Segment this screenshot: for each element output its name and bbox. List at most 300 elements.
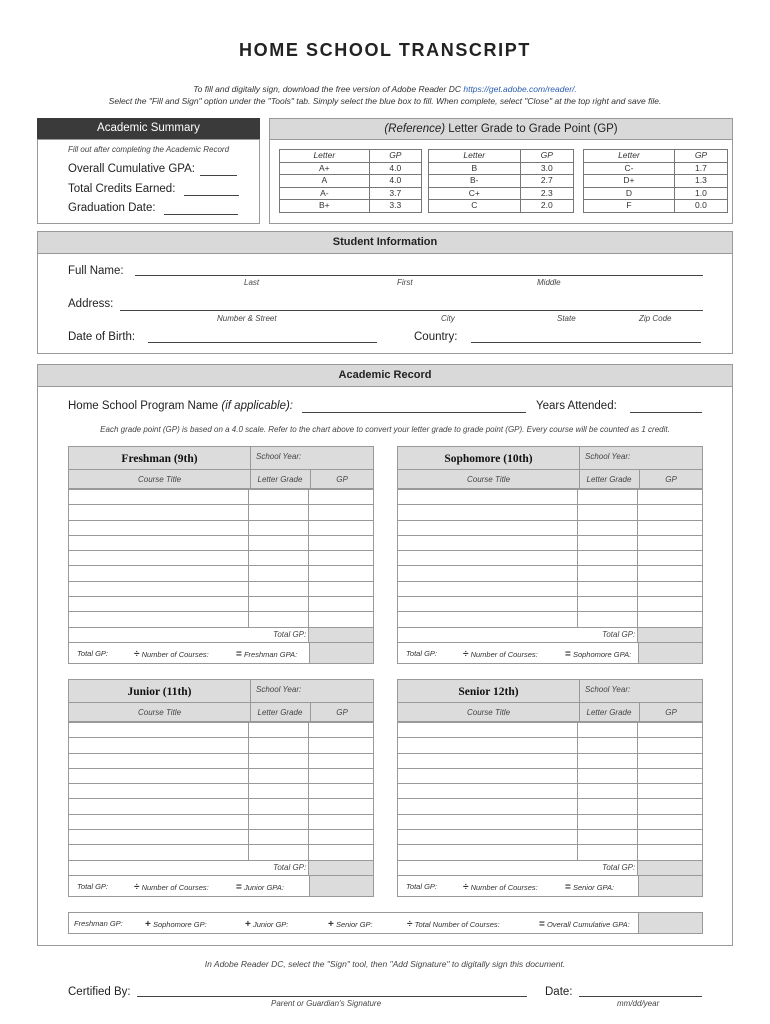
letter-grade-cell[interactable] bbox=[578, 535, 638, 550]
senior-summary-row bbox=[397, 875, 703, 897]
country-field[interactable] bbox=[471, 342, 701, 343]
state-caption: State bbox=[557, 314, 576, 323]
gp-cell[interactable] bbox=[638, 490, 703, 505]
course-title-cell[interactable] bbox=[398, 535, 578, 550]
gp-cell[interactable] bbox=[638, 845, 703, 860]
freshman-gp-label: Freshman GP: bbox=[74, 919, 123, 928]
course-row bbox=[398, 597, 703, 612]
gp-cell[interactable] bbox=[309, 535, 374, 550]
letter-grade-cell[interactable] bbox=[249, 738, 309, 753]
grade-point-cell: 3.3 bbox=[369, 200, 421, 213]
course-title-cell[interactable] bbox=[398, 799, 578, 814]
divide-icon: ÷ bbox=[134, 882, 140, 893]
course-title-cell[interactable] bbox=[69, 490, 249, 505]
letter-grade-cell[interactable] bbox=[578, 566, 638, 581]
junior-title: Junior (11th) bbox=[127, 686, 192, 698]
grade-row bbox=[280, 175, 422, 188]
gp-cell[interactable] bbox=[309, 768, 374, 783]
letter-grade-cell: C bbox=[429, 200, 521, 213]
gp-col-header: GP bbox=[520, 150, 573, 163]
gp-cell[interactable] bbox=[309, 814, 374, 829]
total-gp-label: Total GP: bbox=[578, 627, 638, 642]
course-row bbox=[398, 581, 703, 596]
letter-grade-cell: B- bbox=[429, 175, 521, 188]
sophomore-title: Sophomore (10th) bbox=[444, 453, 533, 465]
plus-icon: + bbox=[328, 919, 334, 930]
certified-by-label: Certified By: bbox=[68, 986, 131, 998]
course-row bbox=[398, 490, 703, 505]
divide-icon: ÷ bbox=[463, 882, 469, 893]
gp-cell[interactable] bbox=[309, 845, 374, 860]
summary-num-courses: ÷ Number of Courses: bbox=[134, 882, 209, 893]
overall-gpa-calc-label: = Overall Cumulative GPA: bbox=[539, 919, 630, 930]
gp-cell[interactable] bbox=[638, 768, 703, 783]
course-title-cell[interactable] bbox=[69, 814, 249, 829]
letter-col-header: Letter bbox=[584, 150, 675, 163]
course-title-cell[interactable] bbox=[69, 566, 249, 581]
grade-table-2 bbox=[428, 149, 574, 213]
academic-summary-note: Fill out after completing the Academic Record bbox=[67, 145, 230, 154]
course-row bbox=[398, 799, 703, 814]
letter-grade-cell[interactable] bbox=[249, 505, 309, 520]
course-title-cell[interactable] bbox=[69, 768, 249, 783]
letter-grade-cell[interactable] bbox=[249, 520, 309, 535]
overall-gpa-field[interactable] bbox=[200, 175, 237, 176]
course-title-cell[interactable] bbox=[398, 814, 578, 829]
total-gp-label: Total GP: bbox=[249, 860, 309, 875]
course-row bbox=[69, 768, 374, 783]
date-caption: mm/dd/year bbox=[617, 999, 660, 1008]
course-title-header: Course Title bbox=[137, 708, 182, 717]
letter-grade-cell: A bbox=[280, 175, 370, 188]
academic-record-section bbox=[37, 364, 733, 946]
course-row bbox=[69, 535, 374, 550]
total-gp-label: Total GP: bbox=[249, 627, 309, 642]
gp-cell[interactable] bbox=[638, 814, 703, 829]
summary-num-courses: ÷ Number of Courses: bbox=[134, 649, 209, 660]
total-gp-field[interactable] bbox=[638, 860, 703, 875]
zip-caption: Zip Code bbox=[639, 314, 672, 323]
total-gp-row bbox=[69, 627, 374, 642]
course-title-cell[interactable] bbox=[398, 612, 578, 627]
summary-gpa: = Junior GPA: bbox=[236, 882, 284, 893]
course-title-cell[interactable] bbox=[398, 520, 578, 535]
program-name-label bbox=[68, 400, 293, 412]
course-title-cell[interactable] bbox=[398, 566, 578, 581]
letter-grade-cell[interactable] bbox=[249, 490, 309, 505]
gp-cell[interactable] bbox=[309, 799, 374, 814]
gp-header: GP bbox=[336, 708, 348, 717]
senior-gpa-field[interactable] bbox=[638, 876, 702, 896]
letter-grade-cell: A- bbox=[280, 187, 370, 200]
summary-gpa: = Sophomore GPA: bbox=[565, 649, 632, 660]
course-title-cell[interactable] bbox=[398, 738, 578, 753]
grade-point-cell: 1.0 bbox=[674, 187, 727, 200]
course-row bbox=[69, 597, 374, 612]
total-gp-label: Total GP: bbox=[578, 860, 638, 875]
course-row bbox=[69, 845, 374, 860]
course-title-cell[interactable] bbox=[69, 535, 249, 550]
junior-school-year-label: School Year: bbox=[256, 685, 302, 694]
sophomore-gpa-field[interactable] bbox=[638, 643, 702, 663]
total-gp-row bbox=[398, 860, 703, 875]
address-field[interactable] bbox=[120, 310, 703, 311]
letter-grade-cell[interactable] bbox=[249, 784, 309, 799]
letter-grade-cell[interactable] bbox=[578, 612, 638, 627]
graduation-date-label: Graduation Date: bbox=[68, 202, 156, 214]
course-title-header: Course Title bbox=[137, 475, 182, 484]
letter-grade-cell[interactable] bbox=[249, 723, 309, 738]
summary-total-gp-label: Total GP: bbox=[406, 649, 437, 658]
signature-caption: Parent or Guardian's Signature bbox=[271, 999, 382, 1008]
address-label: Address: bbox=[68, 298, 114, 310]
letter-grade-cell[interactable] bbox=[578, 784, 638, 799]
first-name-caption: First bbox=[397, 278, 413, 287]
summary-total-gp-label: Total GP: bbox=[406, 882, 437, 891]
grade-point-cell: 1.7 bbox=[674, 162, 727, 175]
full-name-label: Full Name: bbox=[68, 265, 124, 277]
full-name-field[interactable] bbox=[135, 275, 703, 276]
letter-grade-cell[interactable] bbox=[578, 505, 638, 520]
course-row bbox=[69, 814, 374, 829]
letter-grade-cell[interactable] bbox=[249, 535, 309, 550]
plus-icon: + bbox=[245, 919, 251, 930]
grade-row bbox=[584, 162, 728, 175]
course-title-cell[interactable] bbox=[69, 738, 249, 753]
course-row bbox=[398, 723, 703, 738]
course-title-cell[interactable] bbox=[398, 753, 578, 768]
grade-table-3 bbox=[583, 149, 728, 213]
program-label-text: Home School Program Name bbox=[68, 400, 222, 412]
freshman-school-year-label: School Year: bbox=[256, 452, 302, 461]
letter-grade-cell[interactable] bbox=[249, 566, 309, 581]
letter-grade-cell[interactable] bbox=[578, 520, 638, 535]
grade-point-cell: 4.0 bbox=[369, 175, 421, 188]
course-title-cell[interactable] bbox=[398, 845, 578, 860]
signature-field[interactable] bbox=[137, 996, 527, 997]
dob-field[interactable] bbox=[148, 342, 377, 343]
total-credits-field[interactable] bbox=[184, 195, 239, 196]
overall-gpa-label: Overall Cumulative GPA: bbox=[68, 163, 195, 175]
course-row bbox=[398, 753, 703, 768]
gp-cell[interactable] bbox=[638, 581, 703, 596]
course-title-cell[interactable] bbox=[69, 520, 249, 535]
gp-cell[interactable] bbox=[309, 830, 374, 845]
course-row bbox=[69, 490, 374, 505]
plus-icon: + bbox=[145, 919, 151, 930]
senior-block bbox=[397, 679, 703, 899]
senior-school-year-label: School Year: bbox=[585, 685, 631, 694]
course-row bbox=[69, 799, 374, 814]
letter-grade-cell: F bbox=[584, 200, 675, 213]
sophomore-summary-row bbox=[397, 642, 703, 664]
grade-point-cell: 3.0 bbox=[520, 162, 573, 175]
student-info-header: Student Information bbox=[38, 232, 732, 254]
program-name-field[interactable] bbox=[302, 412, 526, 413]
letter-grade-cell[interactable] bbox=[578, 597, 638, 612]
gp-cell[interactable] bbox=[309, 505, 374, 520]
reference-title: Letter Grade to Grade Point (GP) bbox=[445, 123, 618, 135]
total-gp-field[interactable] bbox=[638, 627, 703, 642]
gp-cell[interactable] bbox=[309, 738, 374, 753]
junior-course-table bbox=[68, 722, 374, 876]
course-row bbox=[398, 520, 703, 535]
letter-grade-header: Letter Grade bbox=[257, 708, 303, 717]
letter-grade-cell: A+ bbox=[280, 162, 370, 175]
gp-cell[interactable] bbox=[638, 723, 703, 738]
letter-grade-cell: D bbox=[584, 187, 675, 200]
course-row bbox=[398, 505, 703, 520]
course-title-header: Course Title bbox=[466, 708, 511, 717]
course-row bbox=[69, 753, 374, 768]
gp-cell[interactable] bbox=[638, 505, 703, 520]
freshman-summary-row bbox=[68, 642, 374, 664]
reference-prefix: (Reference) bbox=[384, 123, 446, 135]
summary-num-courses: ÷ Number of Courses: bbox=[463, 649, 538, 660]
gp-scale-note: Each grade point (GP) is based on a 4.0 scale. Refer to the chart above to convert your letter grade to grade point (GP). Every course will be counted as 1 credit. bbox=[100, 425, 670, 434]
letter-grade-cell: C+ bbox=[429, 187, 521, 200]
course-title-cell[interactable] bbox=[69, 830, 249, 845]
senior-course-table bbox=[397, 722, 703, 876]
gp-header: GP bbox=[336, 475, 348, 484]
letter-grade-cell[interactable] bbox=[578, 551, 638, 566]
freshman-title: Freshman (9th) bbox=[121, 453, 198, 465]
summary-gpa: = Senior GPA: bbox=[565, 882, 615, 893]
gp-cell[interactable] bbox=[309, 784, 374, 799]
student-info-section bbox=[37, 231, 733, 354]
graduation-date-field[interactable] bbox=[164, 214, 238, 215]
course-title-cell[interactable] bbox=[69, 753, 249, 768]
letter-grade-cell[interactable] bbox=[578, 581, 638, 596]
course-title-cell[interactable] bbox=[398, 505, 578, 520]
years-attended-field[interactable] bbox=[630, 412, 702, 413]
summary-total-gp-label: Total GP: bbox=[77, 882, 108, 891]
junior-summary-row bbox=[68, 875, 374, 897]
gp-header: GP bbox=[665, 708, 677, 717]
gp-cell[interactable] bbox=[638, 551, 703, 566]
gp-cell[interactable] bbox=[638, 520, 703, 535]
gp-cell[interactable] bbox=[638, 738, 703, 753]
gp-cell[interactable] bbox=[309, 612, 374, 627]
course-row bbox=[69, 551, 374, 566]
course-row bbox=[69, 566, 374, 581]
course-title-cell[interactable] bbox=[69, 551, 249, 566]
divide-icon: ÷ bbox=[463, 649, 469, 660]
grade-row bbox=[584, 187, 728, 200]
cumulative-summary-row bbox=[68, 912, 703, 934]
course-title-cell[interactable] bbox=[398, 597, 578, 612]
grade-row bbox=[280, 187, 422, 200]
gp-cell[interactable] bbox=[309, 520, 374, 535]
total-gp-row bbox=[398, 627, 703, 642]
course-row bbox=[69, 612, 374, 627]
course-title-cell[interactable] bbox=[69, 799, 249, 814]
senior-title: Senior 12th) bbox=[458, 686, 519, 698]
intro-text: To fill and digitally sign, download the free version of Adobe Reader DC bbox=[193, 84, 464, 94]
gp-cell[interactable] bbox=[638, 799, 703, 814]
adobe-reader-link[interactable]: https://get.adobe.com/reader/. bbox=[463, 84, 577, 94]
freshman-header bbox=[68, 446, 374, 489]
course-row bbox=[69, 520, 374, 535]
grade-table-1 bbox=[279, 149, 422, 213]
course-title-cell[interactable] bbox=[398, 581, 578, 596]
letter-grade-cell[interactable] bbox=[249, 753, 309, 768]
grade-point-cell: 2.7 bbox=[520, 175, 573, 188]
letter-grade-header: Letter Grade bbox=[586, 708, 632, 717]
course-title-cell[interactable] bbox=[398, 830, 578, 845]
program-label-italic: (if applicable): bbox=[221, 400, 293, 412]
city-caption: City bbox=[441, 314, 455, 323]
gp-cell[interactable] bbox=[309, 581, 374, 596]
course-row bbox=[398, 814, 703, 829]
course-title-cell[interactable] bbox=[398, 490, 578, 505]
total-gp-row bbox=[69, 860, 374, 875]
letter-grade-cell[interactable] bbox=[578, 738, 638, 753]
middle-name-caption: Middle bbox=[537, 278, 561, 287]
course-title-cell[interactable] bbox=[69, 784, 249, 799]
page-title: HOME SCHOOL TRANSCRIPT bbox=[239, 40, 531, 60]
date-label: Date: bbox=[545, 986, 573, 998]
course-row bbox=[398, 535, 703, 550]
letter-grade-cell[interactable] bbox=[578, 768, 638, 783]
academic-summary-body bbox=[37, 139, 260, 224]
gp-cell[interactable] bbox=[309, 597, 374, 612]
signature-note: In Adobe Reader DC, select the "Sign" tool, then "Add Signature" to digitally sign this document. bbox=[204, 959, 566, 969]
overall-gpa-result-field[interactable] bbox=[638, 913, 702, 933]
grade-row bbox=[280, 162, 422, 175]
letter-grade-cell[interactable] bbox=[249, 845, 309, 860]
date-field[interactable] bbox=[579, 996, 702, 997]
grade-row bbox=[584, 175, 728, 188]
course-row bbox=[69, 830, 374, 845]
divide-icon: ÷ bbox=[134, 649, 140, 660]
gp-cell[interactable] bbox=[638, 612, 703, 627]
gp-cell[interactable] bbox=[638, 535, 703, 550]
total-gp-field[interactable] bbox=[309, 860, 374, 875]
letter-grade-cell[interactable] bbox=[578, 799, 638, 814]
sophomore-gp-label: + Sophomore GP: bbox=[145, 919, 207, 930]
course-row bbox=[69, 784, 374, 799]
junior-block bbox=[68, 679, 374, 899]
course-title-cell[interactable] bbox=[398, 784, 578, 799]
academic-summary-section bbox=[37, 118, 260, 224]
junior-gpa-field[interactable] bbox=[309, 876, 373, 896]
letter-grade-cell: B+ bbox=[280, 200, 370, 213]
gp-cell[interactable] bbox=[309, 723, 374, 738]
grade-point-cell: 3.7 bbox=[369, 187, 421, 200]
grade-point-cell: 2.3 bbox=[520, 187, 573, 200]
course-row bbox=[398, 768, 703, 783]
equals-icon: = bbox=[565, 882, 571, 893]
letter-grade-header: Letter Grade bbox=[586, 475, 632, 484]
summary-gpa: = Freshman GPA: bbox=[236, 649, 298, 660]
gp-cell[interactable] bbox=[309, 490, 374, 505]
sophomore-block bbox=[397, 446, 703, 666]
course-title-cell[interactable] bbox=[69, 723, 249, 738]
gp-cell[interactable] bbox=[638, 753, 703, 768]
letter-grade-cell[interactable] bbox=[249, 551, 309, 566]
letter-grade-cell[interactable] bbox=[249, 799, 309, 814]
equals-icon: = bbox=[565, 649, 571, 660]
letter-grade-cell[interactable] bbox=[578, 814, 638, 829]
course-row bbox=[398, 830, 703, 845]
course-title-cell[interactable] bbox=[398, 551, 578, 566]
gp-cell[interactable] bbox=[309, 753, 374, 768]
street-caption: Number & Street bbox=[217, 314, 277, 323]
letter-grade-cell[interactable] bbox=[578, 723, 638, 738]
letter-grade-cell[interactable] bbox=[578, 845, 638, 860]
intro-line-1 bbox=[0, 84, 770, 94]
course-title-cell[interactable] bbox=[69, 612, 249, 627]
freshman-course-table bbox=[68, 489, 374, 643]
grade-reference-section bbox=[269, 118, 733, 224]
equals-icon: = bbox=[236, 882, 242, 893]
course-title-cell[interactable] bbox=[69, 505, 249, 520]
senior-header bbox=[397, 679, 703, 722]
sophomore-school-year-label: School Year: bbox=[585, 452, 631, 461]
letter-grade-cell: D+ bbox=[584, 175, 675, 188]
letter-grade-cell[interactable] bbox=[249, 612, 309, 627]
course-row bbox=[69, 581, 374, 596]
course-title-cell[interactable] bbox=[398, 723, 578, 738]
gp-col-header: GP bbox=[674, 150, 727, 163]
junior-header bbox=[68, 679, 374, 722]
grade-point-cell: 0.0 bbox=[674, 200, 727, 213]
letter-col-header: Letter bbox=[280, 150, 370, 163]
gp-cell[interactable] bbox=[638, 597, 703, 612]
total-gp-field[interactable] bbox=[309, 627, 374, 642]
equals-icon: = bbox=[236, 649, 242, 660]
grade-point-cell: 2.0 bbox=[520, 200, 573, 213]
course-title-cell[interactable] bbox=[69, 597, 249, 612]
letter-grade-cell[interactable] bbox=[249, 814, 309, 829]
letter-grade-cell[interactable] bbox=[578, 490, 638, 505]
letter-grade-cell[interactable] bbox=[249, 581, 309, 596]
letter-grade-cell[interactable] bbox=[249, 830, 309, 845]
letter-grade-cell: C- bbox=[584, 162, 675, 175]
gp-cell[interactable] bbox=[638, 784, 703, 799]
academic-record-header: Academic Record bbox=[38, 365, 732, 387]
gp-cell[interactable] bbox=[638, 566, 703, 581]
gp-cell[interactable] bbox=[309, 551, 374, 566]
gp-cell[interactable] bbox=[309, 566, 374, 581]
letter-col-header: Letter bbox=[429, 150, 521, 163]
sophomore-header bbox=[397, 446, 703, 489]
course-row bbox=[69, 505, 374, 520]
summary-num-courses: ÷ Number of Courses: bbox=[463, 882, 538, 893]
letter-grade-header: Letter Grade bbox=[257, 475, 303, 484]
junior-gp-label: + Junior GP: bbox=[245, 919, 289, 930]
grade-row bbox=[429, 175, 574, 188]
course-title-cell[interactable] bbox=[398, 768, 578, 783]
letter-grade-cell[interactable] bbox=[249, 768, 309, 783]
course-title-cell[interactable] bbox=[69, 581, 249, 596]
gp-col-header: GP bbox=[369, 150, 421, 163]
course-row bbox=[398, 566, 703, 581]
freshman-block bbox=[68, 446, 374, 666]
gp-cell[interactable] bbox=[638, 830, 703, 845]
letter-grade-cell[interactable] bbox=[578, 753, 638, 768]
dob-label: Date of Birth: bbox=[68, 331, 136, 343]
freshman-gpa-field[interactable] bbox=[309, 643, 373, 663]
country-label: Country: bbox=[414, 331, 458, 343]
letter-grade-cell[interactable] bbox=[578, 830, 638, 845]
grade-row bbox=[429, 200, 574, 213]
letter-grade-cell[interactable] bbox=[249, 597, 309, 612]
course-title-cell[interactable] bbox=[69, 845, 249, 860]
grade-row bbox=[280, 200, 422, 213]
course-row bbox=[398, 551, 703, 566]
